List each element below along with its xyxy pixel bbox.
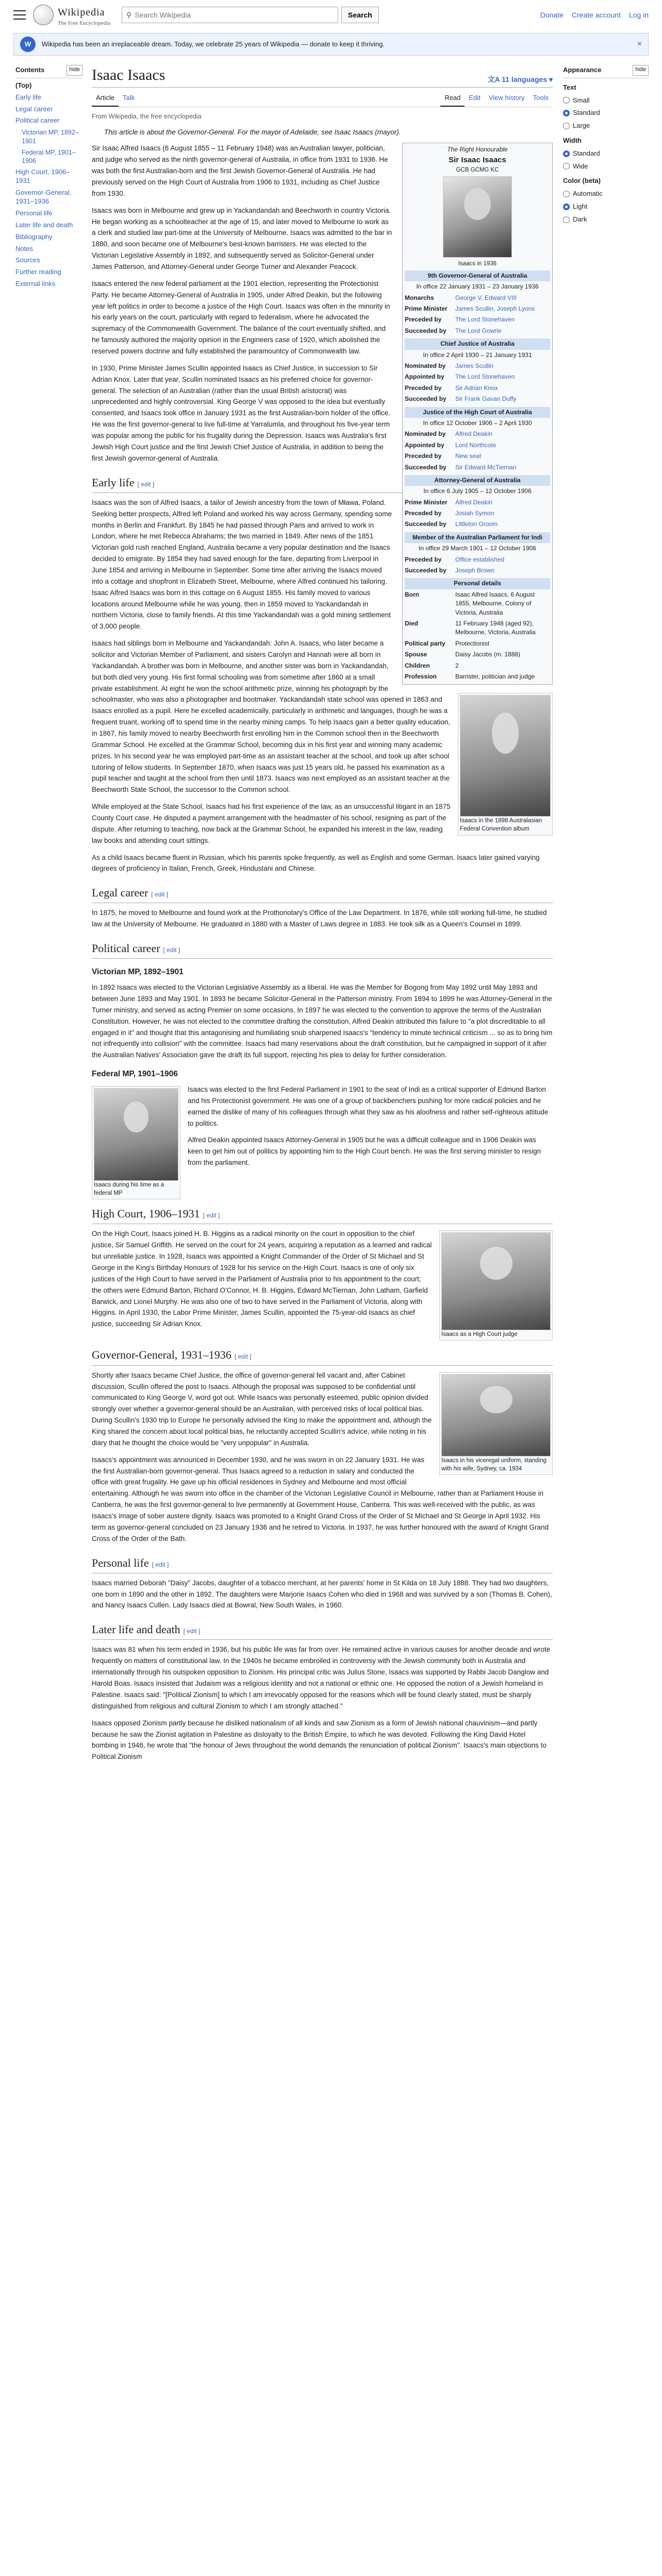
infobox-value[interactable]: The Lord Gowrie: [455, 327, 502, 334]
paragraph: Isaacs entered the new federal parliament at the 1901 election, representing the Protectionist Party. He became Attorney-General of Australia in 1905, under Alfred Deakin, but the following year left politics in order to become a justice of the High Court. Isaacs was often in the minority in his early years on the court, particularly with regard to federalism, where he advocated the supremacy of the Commonwealth Government. The balance of the court eventually shifted, and he famously authored the majority opinion in the Engineers case of 1920, which abolished the reserved powers doctrine and fully established the paramountcy of Commonwealth law.: [92, 279, 390, 355]
heading-personal-life: Personal life: [92, 1556, 149, 1569]
infobox-value[interactable]: James Scullin, Joseph Lyons: [455, 305, 535, 313]
edit-link[interactable]: edit: [141, 480, 151, 488]
infobox-value[interactable]: Littleton Groom: [455, 520, 498, 528]
infobox-row: [405, 303, 550, 314]
paragraph: Isaacs had siblings born in Melbourne and Yackandandah: John A. Isaacs, who later became a solicitor and Victorian Member of Parliament, and sisters Carolyn and Hannah were all born in Yackandandah. A brother was born in Melbourne, and another sister was born in Yackandandah, but both died very young. His first formal schooling was from sometime after 1860 at a small private establishment. At eight he won the school arithmetic prize, winning his photograph by the schoolmaster, who was also a photographer and bootmaker. Yackandandah state school was opened in 1863 and Isaacs enrolled as a pupil. Here he excelled academically, particularly in arithmetic and languages, though he was a frequent truant, working off to spend time in the nearby mining camps. To help Isaacs gain a better quality education, in 1867, his family moved to nearby Beechworth first enrolling him in the Common school then in the Beechworth Grammar School. He excelled at the Grammar School, becoming dux in his first year and winning many academic prizes. In his second year he was employed part-time as an assistant teacher at the school, and took up after school tutoring of fellow students. In September 1870, when Isaacs was just 15 years old, he passed his examination as a pupil teacher and taught at the school from then until 1873. Isaacs was next employed as an assistant teacher at the Beechworth State School, the successor to the Common school.: [92, 639, 451, 794]
search-input[interactable]: [135, 11, 334, 19]
edit-governor-general[interactable]: [ edit ]: [234, 1353, 252, 1361]
office-dates: In office 29 March 1901 – 12 October 1906: [419, 545, 536, 552]
paragraph: Isaacs was born in Melbourne and grew up in Yackandandah and Beechworth in country Victoria. He began working as a schoolteacher at the age of 15, and later moved to Melbourne to work as a clerk and studied law part-time at the University of Melbourne. Isaacs was admitted to the bar in 1880, and soon became one of Melbourne's best-known barristers. He was elected to the Victorian Legislative Assembly in 1892, and subsequently served as Solicitor-General under James Patterson, and Attorney-General under George Turner and Alexander Peacock.: [92, 206, 392, 270]
heading-early-life: Early life: [92, 476, 135, 489]
toc-item[interactable]: Victorian MP, 1892–1901: [22, 129, 79, 145]
federal-mp-figure: [92, 1086, 180, 1199]
appearance-title: Appearance: [563, 66, 602, 74]
infobox-key: Preceded by: [405, 452, 442, 460]
edit-personal-life[interactable]: [ edit ]: [152, 1561, 169, 1568]
infobox-value[interactable]: Office established: [455, 555, 505, 563]
office-dates: In office 2 April 1930 – 21 January 1931: [423, 351, 532, 359]
paragraph: Isaacs was 81 when his term ended in 1936, but his public life was far from over. He remained active in various causes for another decade and wrote frequently on matters of constitutional law. In the 1940s he became embroiled in controversy with the Jewish community both in Australia and internationally through his outspoken opposition to Zionism. His principal critic was Julius Stone, Isaacs was supported by Rabbi Jacob Danglow and Harold Boas. Isaacs insisted that Judaism was a religious identity and not a national or ethnic one. He opposed the notion of a Jewish homeland in Palestine. Isaacs said: "[Political Zionism] to which I am irrevocably opposed for the reasons which will be found clearly stated, must be sharply distinguished from religious and cultural Zionism to which I am strongly attached.": [92, 1646, 551, 1710]
option-label: Small: [573, 96, 590, 104]
infobox-key: Prime Minister: [405, 305, 448, 313]
paragraph: Isaacs's appointment was announced in December 1930, and he was sworn in on 22 January 1931. He was the first Australian-born governor-general. Thus Isaacs agreed to a reduction in salary and conducted the office with great frugality. He gave up his official residences in Sydney and Melbourne and most official entertaining. Although he was sworn into office in the chamber of the Victorian Legislative Council in Melbourne, rather than at Parliament House in Canberra, he was the first governor-general to live permanently at Government House, Canberra. This was well-received with the public, as was Isaacs's image of sober austere dignity. Isaacs was promoted to a Knight Grand Cross of the Order of St Michael and St George in April 1932. His term as governor-general concluded on 23 January 1936 and he retired to Victoria. In 1937, he was further honoured with the award of Knight Grand Cross of the Order of the Bath.: [92, 1455, 549, 1543]
infobox-value: Protectionist: [455, 639, 490, 647]
infobox-value: Isaac Alfred Isaacs, 6 August 1855, Melbourne, Colony of Victoria, Australia: [455, 590, 535, 616]
option-label: Large: [573, 122, 590, 130]
infobox-row: [405, 326, 550, 336]
wikipedia-logo[interactable]: [33, 4, 110, 26]
edit-link[interactable]: edit: [238, 1353, 248, 1361]
toc-item[interactable]: External links: [15, 280, 56, 288]
option-label: Standard: [573, 109, 600, 117]
radio-icon[interactable]: [563, 110, 570, 116]
paragraph: Isaacs married Deborah "Daisy" Jacobs, daughter of a tobacco merchant, at her parents' home in St Kilda on 18 July 1888. They had two daughters, one born in 1890 and the other in 1892. The daughters were Marjorie Isaacs Cohen who died in 1968 and was survived by a son (Thomas B. Cohen), and Nancy Isaacs Cullen. Lady Isaacs died at Bowral, New South Wales, in 1960.: [92, 1579, 552, 1609]
tab-read[interactable]: Read: [440, 91, 465, 107]
office-dates: In office 12 October 1906 – 2 April 1930: [423, 419, 532, 427]
section-legal-career: [92, 884, 553, 903]
tab-article[interactable]: Article: [92, 91, 119, 107]
infobox-row: [405, 660, 550, 671]
edit-high-court[interactable]: [ edit ]: [203, 1212, 220, 1219]
toc-list: [15, 81, 82, 289]
radio-icon[interactable]: [563, 204, 570, 210]
header-bar: [0, 0, 662, 30]
toc-item[interactable]: (Top): [15, 81, 32, 89]
appearance-option[interactable]: [563, 148, 649, 159]
infobox-key: Spouse: [405, 651, 427, 658]
wikipedia-globe-icon: [33, 5, 54, 25]
appearance-option[interactable]: [563, 95, 649, 106]
section-personal-life: [92, 1554, 553, 1573]
federal-mp-caption: Isaacs during his time as a federal MP: [94, 1181, 164, 1197]
heading-later-life: Later life and death: [92, 1623, 180, 1636]
languages-button[interactable]: 文A 11 languages ▾: [487, 75, 553, 83]
infobox-key: Preceded by: [405, 555, 442, 563]
office-dates: In office 6 July 1905 – 12 October 1906: [423, 487, 532, 495]
toc-hide-button[interactable]: hide: [67, 65, 82, 76]
option-label: Standard: [573, 149, 600, 157]
early-life-photo[interactable]: [460, 695, 551, 817]
paragraph: In 1892 Isaacs was elected to the Victorian Legislative Assembly as a liberal. He was the Member for Bogong from May 1892 until May 1893 and between June 1893 and May 1901. In 1893 he became Solicitor-General in the Patterson ministry. From 1894 to 1899 he was Attorney-General in the Turner ministry, and served as acting Premier on some occasions. In 1897 he was elected to the convention to approve the terms of the Australian Constitution. However, he was not elected to the committee drafting the constitution, Alfred Deakin attributed this failure to "a plot discreditable to all engaged in it" and thought that this antagonising and humiliating snub sharpened Isaacs's "tendency to minute technical criticism ... so as to bring him not infrequently into collision" with the committee. Isaacs had many reservations about the draft constitution, but he campaigned in support of it after the Australian Natives' Association gave the draft its full support, rejecting his plea to delay for further consideration.: [92, 984, 553, 1059]
infobox-key: Preceded by: [405, 316, 442, 324]
infobox-honorific: The Right Honourable: [447, 146, 508, 154]
legal-career-text: [92, 907, 553, 930]
edit-political-career[interactable]: [ edit ]: [163, 946, 180, 954]
infobox-row: [405, 361, 550, 371]
toc-item[interactable]: Further reading: [15, 268, 61, 276]
tab-tools[interactable]: Tools: [533, 94, 549, 101]
infobox-row: [405, 497, 550, 508]
infobox-key: Nominated by: [405, 430, 446, 438]
paragraph: Isaacs was the son of Alfred Isaacs, a tailor of Jewish ancestry from the town of Mława, Poland. Seeking better prospects, Alfred left Poland and worked his way across Germany, spending some months in Berlin and Frankfurt. By 1845 he had passed through Paris and arrived to work in London, where he met Rebecca Abrahams; the two married in 1849. After news of the 1851 Victorian gold rush reached England, Australia became a very popular destination and the Isaacs decided to emigrate. By 1854 they had saved enough for the fare, departing from Liverpool in June 1854 and arriving in Melbourne in September. Some time after arriving the Isaacs moved into a cottage and shopfront in Elizabeth Street, Melbourne, where Alfred continued his tailoring. Isaac Alfred Isaacs was born in this cottage on 6 August 1855. His family moved to various locations around Melbourne while he was young, then in 1859 moved to Yackandandah in northern Victoria, close to family friends. At this time Yackandandah was a gold mining settlement of 3,000 people.: [92, 498, 392, 631]
infobox-key: Children: [405, 662, 430, 669]
infobox-row: [405, 618, 550, 638]
option-label: Automatic: [573, 190, 603, 198]
page-tabs: [92, 91, 553, 107]
infobox-value: Daisy Jacobs (m. 1888): [455, 651, 521, 658]
governor-general-caption: Isaacs in his viceregal uniform, standing with his wife, Sydney, ca. 1934: [441, 1457, 547, 1472]
governor-general-photo[interactable]: [441, 1374, 551, 1456]
high-court-caption: Isaacs as a High Court judge: [441, 1331, 518, 1338]
section-political-career: [92, 939, 553, 959]
radio-icon[interactable]: [563, 216, 570, 223]
appearance-option[interactable]: [563, 161, 649, 172]
edit-later-life[interactable]: [ edit ]: [183, 1628, 201, 1635]
infobox-key: Died: [405, 619, 419, 627]
radio-icon[interactable]: [563, 123, 570, 129]
search-icon: ⚲: [126, 10, 132, 19]
appearance-option[interactable]: [563, 201, 649, 212]
width-label: Width: [563, 136, 582, 144]
infobox-offices: [405, 270, 550, 577]
edit-early-life[interactable]: [ edit ]: [137, 480, 155, 488]
paragraph: Shortly after Isaacs became Chief Justice, the office of governor-general fell vacant and, after Cabinet discussion, Scullin offered the post to Isaacs. Although the proposal was supposed to be confidential until communicated to King George V, word got out. While Isaacs was personally esteemed, public opinion divided strongly over whether a governor-general should be an Australian, with perceived risks of local political bias. During Scullin's 1930 trip to Europe he personally advised the King to make the appointment and, although the King shared the concern about local political bias, he reluctantly accepted Scullin's advice, while noting in his diary that he thought the choice would be "very unpopular" in Australia.: [92, 1371, 432, 1447]
infobox-value: 2: [455, 662, 459, 669]
infobox-row: [405, 649, 550, 660]
early-life-caption: Isaacs in the 1898 Australasian Federal Convention album: [460, 818, 542, 833]
infobox-row: [405, 638, 550, 649]
edit-link[interactable]: edit: [155, 1561, 166, 1568]
appearance-option[interactable]: [563, 189, 649, 199]
infobox-row: [405, 293, 550, 303]
wikipedia-w-icon: W: [20, 37, 36, 52]
heading-victorian-mp: Victorian MP, 1892–1901: [92, 968, 184, 977]
office-title[interactable]: 9th Governor-General of Australia: [405, 270, 550, 281]
infobox-row: [405, 508, 550, 519]
appearance-panel: [563, 65, 649, 227]
paragraph: In 1930, Prime Minister James Scullin appointed Isaacs as Chief Justice, in succession to Sir Adrian Knox. Later that year, Scullin nominated Isaacs as his preferred choice for governor-general. The selection of an Australian (rather than the usual British aristocrat) was unprecedented and highly controversial. King George V was opposed to the idea but eventually consented, and Isaacs took office in January 1931 as the first Australian-born holder of the office. He was the first governor-general to live full-time at Yarralumla, and throughout his five-year term was popular among the public for his frugality during the Depression. Isaacs was Australia's first Jewish High Court justice and the first Jewish Chief Justice of Australia, in addition to being the first Jewish governor-general of Australia.: [92, 364, 390, 462]
infobox-key: Monarchs: [405, 294, 434, 301]
section-governor-general: [92, 1346, 553, 1365]
office-title[interactable]: Member of the Australian Parliament for Indi: [405, 532, 550, 543]
appearance-option[interactable]: [563, 214, 649, 225]
infobox-value[interactable]: James Scullin: [455, 362, 494, 369]
paragraph: Alfred Deakin appointed Isaacs Attorney-General in 1905 but he was a difficult colleague and in 1906 Deakin was keen to get him out of politics by appointing him to the High Court bench. He was the first serving minister to resign from the parliament.: [188, 1136, 541, 1167]
infobox-row: [405, 371, 550, 382]
edit-link[interactable]: edit: [206, 1212, 217, 1219]
infobox-personal: [405, 589, 550, 683]
option-label: Light: [573, 202, 588, 210]
edit-link[interactable]: edit: [154, 891, 165, 899]
paragraph: Isaacs opposed Zionism partly because he disliked nationalism of all kinds and saw Zionism as a form of Jewish national chauvinism—and partly because he saw the Zionist agitation in Palestine as disloyalty to the British Empire, to which he was devoted. Following the King David Hotel bombing in 1946, he wrote that "the honour of Jews throughout the world demands the renunciation of political Zionism". Isaacs's main objections to Political Zionism: [92, 1719, 547, 1761]
tab-view-history[interactable]: View history: [488, 94, 525, 101]
toc-header: [15, 65, 82, 78]
infobox-value: 11 February 1948 (aged 92), Melbourne, Victoria, Australia: [455, 619, 536, 636]
office-dates: In office 22 January 1931 – 23 January 1936: [416, 283, 539, 291]
main-menu-icon[interactable]: [13, 10, 26, 20]
infobox-row: [405, 440, 550, 451]
edit-link[interactable]: edit: [187, 1628, 197, 1635]
toc-item[interactable]: Later life and death: [15, 221, 73, 229]
infobox-value: Barrister, politician and judge: [455, 672, 535, 680]
infobox-key: Succeeded by: [405, 327, 446, 334]
infobox-key: Political party: [405, 639, 445, 647]
toc-title: Contents: [15, 66, 45, 74]
toc-item[interactable]: Bibliography: [15, 232, 53, 241]
toc-item[interactable]: High Court, 1906–1931: [15, 168, 70, 185]
infobox-row: [405, 451, 550, 462]
edit-link[interactable]: edit: [167, 946, 177, 954]
toc-item[interactable]: Political career: [15, 116, 60, 125]
paragraph: As a child Isaacs became fluent in Russian, which his parents spoke frequently, as well as English and some German. Isaacs later gained varying degrees of proficiency in Italian, French, Greek, Hindustani and Chinese.: [92, 853, 540, 873]
infobox-key: Appointed by: [405, 441, 444, 449]
paragraph: While employed at the State School, Isaacs had his first experience of the law, as an unsuccessful litigant in an 1875 County Court case. He disputed a payment arrangement with the headmaster of his school, resigning as part of the dispute. After returning to teaching, now back at the Grammar School, he expanded his interest in the law, reading law books and attending court sittings.: [92, 803, 451, 844]
early-life-figure: [458, 693, 553, 835]
infobox-row: [405, 383, 550, 394]
infobox-value[interactable]: Alfred Deakin: [455, 430, 493, 438]
radio-icon[interactable]: [563, 163, 570, 170]
personal-life-text: [92, 1578, 553, 1612]
search-box[interactable]: [122, 7, 338, 23]
high-court-photo[interactable]: [441, 1232, 551, 1330]
infobox-key: Born: [405, 590, 419, 598]
infobox-name: Sir Isaac Isaacs: [449, 155, 506, 164]
languages-label: 11 languages: [502, 75, 548, 83]
tab-edit[interactable]: Edit: [469, 94, 481, 101]
heading-federal-mp: Federal MP, 1901–1906: [92, 1070, 178, 1079]
infobox-portrait[interactable]: [443, 176, 512, 258]
fundraising-banner: [13, 33, 649, 56]
infobox-value[interactable]: Sir Adrian Knox: [455, 384, 498, 392]
infobox-key: Appointed by: [405, 373, 444, 381]
width-options: [563, 148, 649, 172]
infobox: [402, 143, 553, 685]
option-label: Wide: [573, 162, 588, 170]
user-links: [540, 9, 649, 21]
office-title[interactable]: Chief Justice of Australia: [405, 338, 550, 349]
infobox-caption: Isaacs in 1936: [458, 261, 497, 267]
color-label: Color (beta): [563, 177, 601, 185]
text-size-label: Text: [563, 83, 576, 91]
title-row: [92, 65, 553, 88]
infobox-value[interactable]: Alfred Deakin: [455, 498, 493, 506]
heading-high-court: High Court, 1906–1931: [92, 1207, 200, 1221]
infobox-row: [405, 394, 550, 404]
infobox-key: Succeeded by: [405, 520, 446, 528]
infobox-value[interactable]: The Lord Stonehaven: [455, 316, 515, 324]
infobox-value[interactable]: The Lord Stonehaven: [455, 373, 515, 381]
infobox-row: [405, 462, 550, 473]
infobox-value[interactable]: Lord Northcote: [455, 441, 496, 449]
create-account-link[interactable]: Create account: [571, 10, 621, 19]
radio-icon[interactable]: [563, 150, 570, 157]
infobox-value[interactable]: Sir Edward McTiernan: [455, 463, 517, 471]
infobox-value[interactable]: George V, Edward VIII: [455, 294, 517, 301]
appearance-hide-button[interactable]: hide: [633, 65, 649, 76]
infobox-key: Profession: [405, 672, 437, 680]
section-later-life: [92, 1620, 553, 1640]
infobox-key: Preceded by: [405, 510, 442, 517]
infobox-row: [405, 589, 550, 618]
close-icon[interactable]: ×: [637, 40, 642, 49]
paragraph: Sir Isaac Alfred Isaacs (6 August 1855 – 11 February 1948) was an Australian lawyer, politician, and judge who served as the ninth governor-general of Australia, in office from 1931 to 1936. He was both the first Australian-born and the first Jewish Governor-General of Australia. He had previously served on the High Court of Australia from 1906 to 1931, including as Chief Justice from 1930.: [92, 144, 388, 197]
infobox-personal-header: Personal details: [405, 578, 550, 589]
toc-item[interactable]: Federal MP, 1901–1906: [22, 148, 76, 165]
tagline: The Free Encyclopedia: [58, 20, 111, 26]
paragraph: Isaacs was elected to the first Federal Parliament in 1901 to the seat of Indi as a critical supporter of Edmund Barton and his Protectionist government. He was one of a group of backbenchers pushing for more radical policies and he earned the dislike of many of his colleagues through what they saw as his aloofness and rather self-righteous attitude to politics.: [188, 1085, 549, 1127]
heading-political-career: Political career: [92, 942, 160, 955]
option-label: Dark: [573, 215, 587, 223]
infobox-key: Preceded by: [405, 384, 442, 392]
later-life-text: [92, 1644, 553, 1762]
office-title[interactable]: Attorney-General of Australia: [405, 475, 550, 486]
page-title: Isaac Isaacs: [92, 66, 166, 83]
banner-text: Wikipedia has been an irreplaceable dream. Today, we celebrate 25 years of Wikipedia — donate to keep it thriving.: [42, 40, 385, 48]
color-options: [563, 189, 649, 225]
infobox-row: [405, 429, 550, 439]
paragraph: In 1875, he moved to Melbourne and found work at the Prothonotary's Office of the Law Department. In 1876, while still working full-time, he studied law at the University of Melbourne. He graduated in 1880 with a Master of Laws degree in 1883. He took silk as a Queen's Counsel in 1899.: [92, 909, 547, 928]
infobox-key: Succeeded by: [405, 567, 446, 574]
appearance-option[interactable]: [563, 108, 649, 118]
toc-item[interactable]: Legal career: [15, 105, 53, 113]
victorian-mp-text: [92, 982, 553, 1061]
donate-link[interactable]: Donate: [540, 10, 564, 19]
article-content: [92, 65, 553, 1768]
appearance-header: [563, 65, 649, 78]
hatnote: This article is about the Governor-General. For the mayor of Adelaide, see Isaac Isaacs (mayor).: [104, 128, 401, 136]
appearance-option[interactable]: [563, 121, 649, 131]
infobox-postnominals: GCB GCMG KC: [456, 166, 499, 173]
paragraph: On the High Court, Isaacs joined H. B. Higgins as a radical minority on the court in opposition to the chief justice, Sir Samuel Griffith. He served on the court for 24 years, acquiring a reputation as a learned and radical but unreliable justice. In 1928, Isaacs was appointed a Knight Commander of the Order of St Michael and St George in the King's Birthday Honours of 1928 for his service on the High Court. Isaacs is one of only six justices of the High Court to have served in the Parliament of Australia prior to his appointment to the court; the others were Edmund Barton, Richard O'Connor, H. B. Higgins, Edward McTiernan, John Latham, Garfield Barwick, and Lionel Murphy. He was also one of two to have served in the Parliament of Victoria, along with Higgins. In April 1930, the Labor Prime Minister, James Scullin, appointed the 75-year-old Isaacs as chief justice, succeeding Sir Adrian Knox.: [92, 1230, 432, 1328]
search-button[interactable]: Search: [341, 7, 379, 23]
toc-item[interactable]: Governor-General, 1931–1936: [15, 189, 72, 206]
radio-icon[interactable]: [563, 97, 570, 104]
office-title[interactable]: Justice of the High Court of Australia: [405, 407, 550, 418]
infobox-value[interactable]: Josiah Symon: [455, 510, 494, 517]
toc-item[interactable]: Notes: [15, 244, 33, 252]
infobox-row: [405, 554, 550, 565]
infobox-key: Succeeded by: [405, 395, 446, 403]
infobox-key: Succeeded by: [405, 463, 446, 471]
site-sub: From Wikipedia, the free encyclopedia: [92, 112, 202, 120]
infobox-row: [405, 671, 550, 682]
radio-icon[interactable]: [563, 191, 570, 197]
infobox-value[interactable]: Sir Frank Gavan Duffy: [455, 395, 517, 403]
federal-mp-photo[interactable]: [94, 1088, 178, 1181]
infobox-row: [405, 565, 550, 576]
log-in-link[interactable]: Log in: [628, 10, 649, 19]
table-of-contents: [15, 65, 82, 292]
toc-item[interactable]: Personal life: [15, 209, 53, 217]
text-size-options: [563, 95, 649, 131]
infobox-key: Nominated by: [405, 362, 446, 369]
heading-governor-general: Governor-General, 1931–1936: [92, 1348, 231, 1362]
infobox-value[interactable]: Joseph Brown: [455, 567, 495, 574]
edit-legal-career[interactable]: [ edit ]: [151, 891, 168, 899]
tab-talk[interactable]: Talk: [123, 94, 135, 101]
high-court-figure: [439, 1230, 553, 1341]
governor-general-figure: [439, 1372, 553, 1475]
infobox-row: [405, 314, 550, 325]
toc-item[interactable]: Sources: [15, 256, 40, 264]
infobox-row: [405, 519, 550, 530]
wordmark: Wikipedia: [58, 6, 105, 18]
infobox-value[interactable]: New seat: [455, 452, 482, 460]
infobox-key: Prime Minister: [405, 498, 448, 506]
toc-item[interactable]: Early life: [15, 93, 41, 101]
section-high-court: [92, 1205, 553, 1224]
heading-legal-career: Legal career: [92, 886, 148, 900]
